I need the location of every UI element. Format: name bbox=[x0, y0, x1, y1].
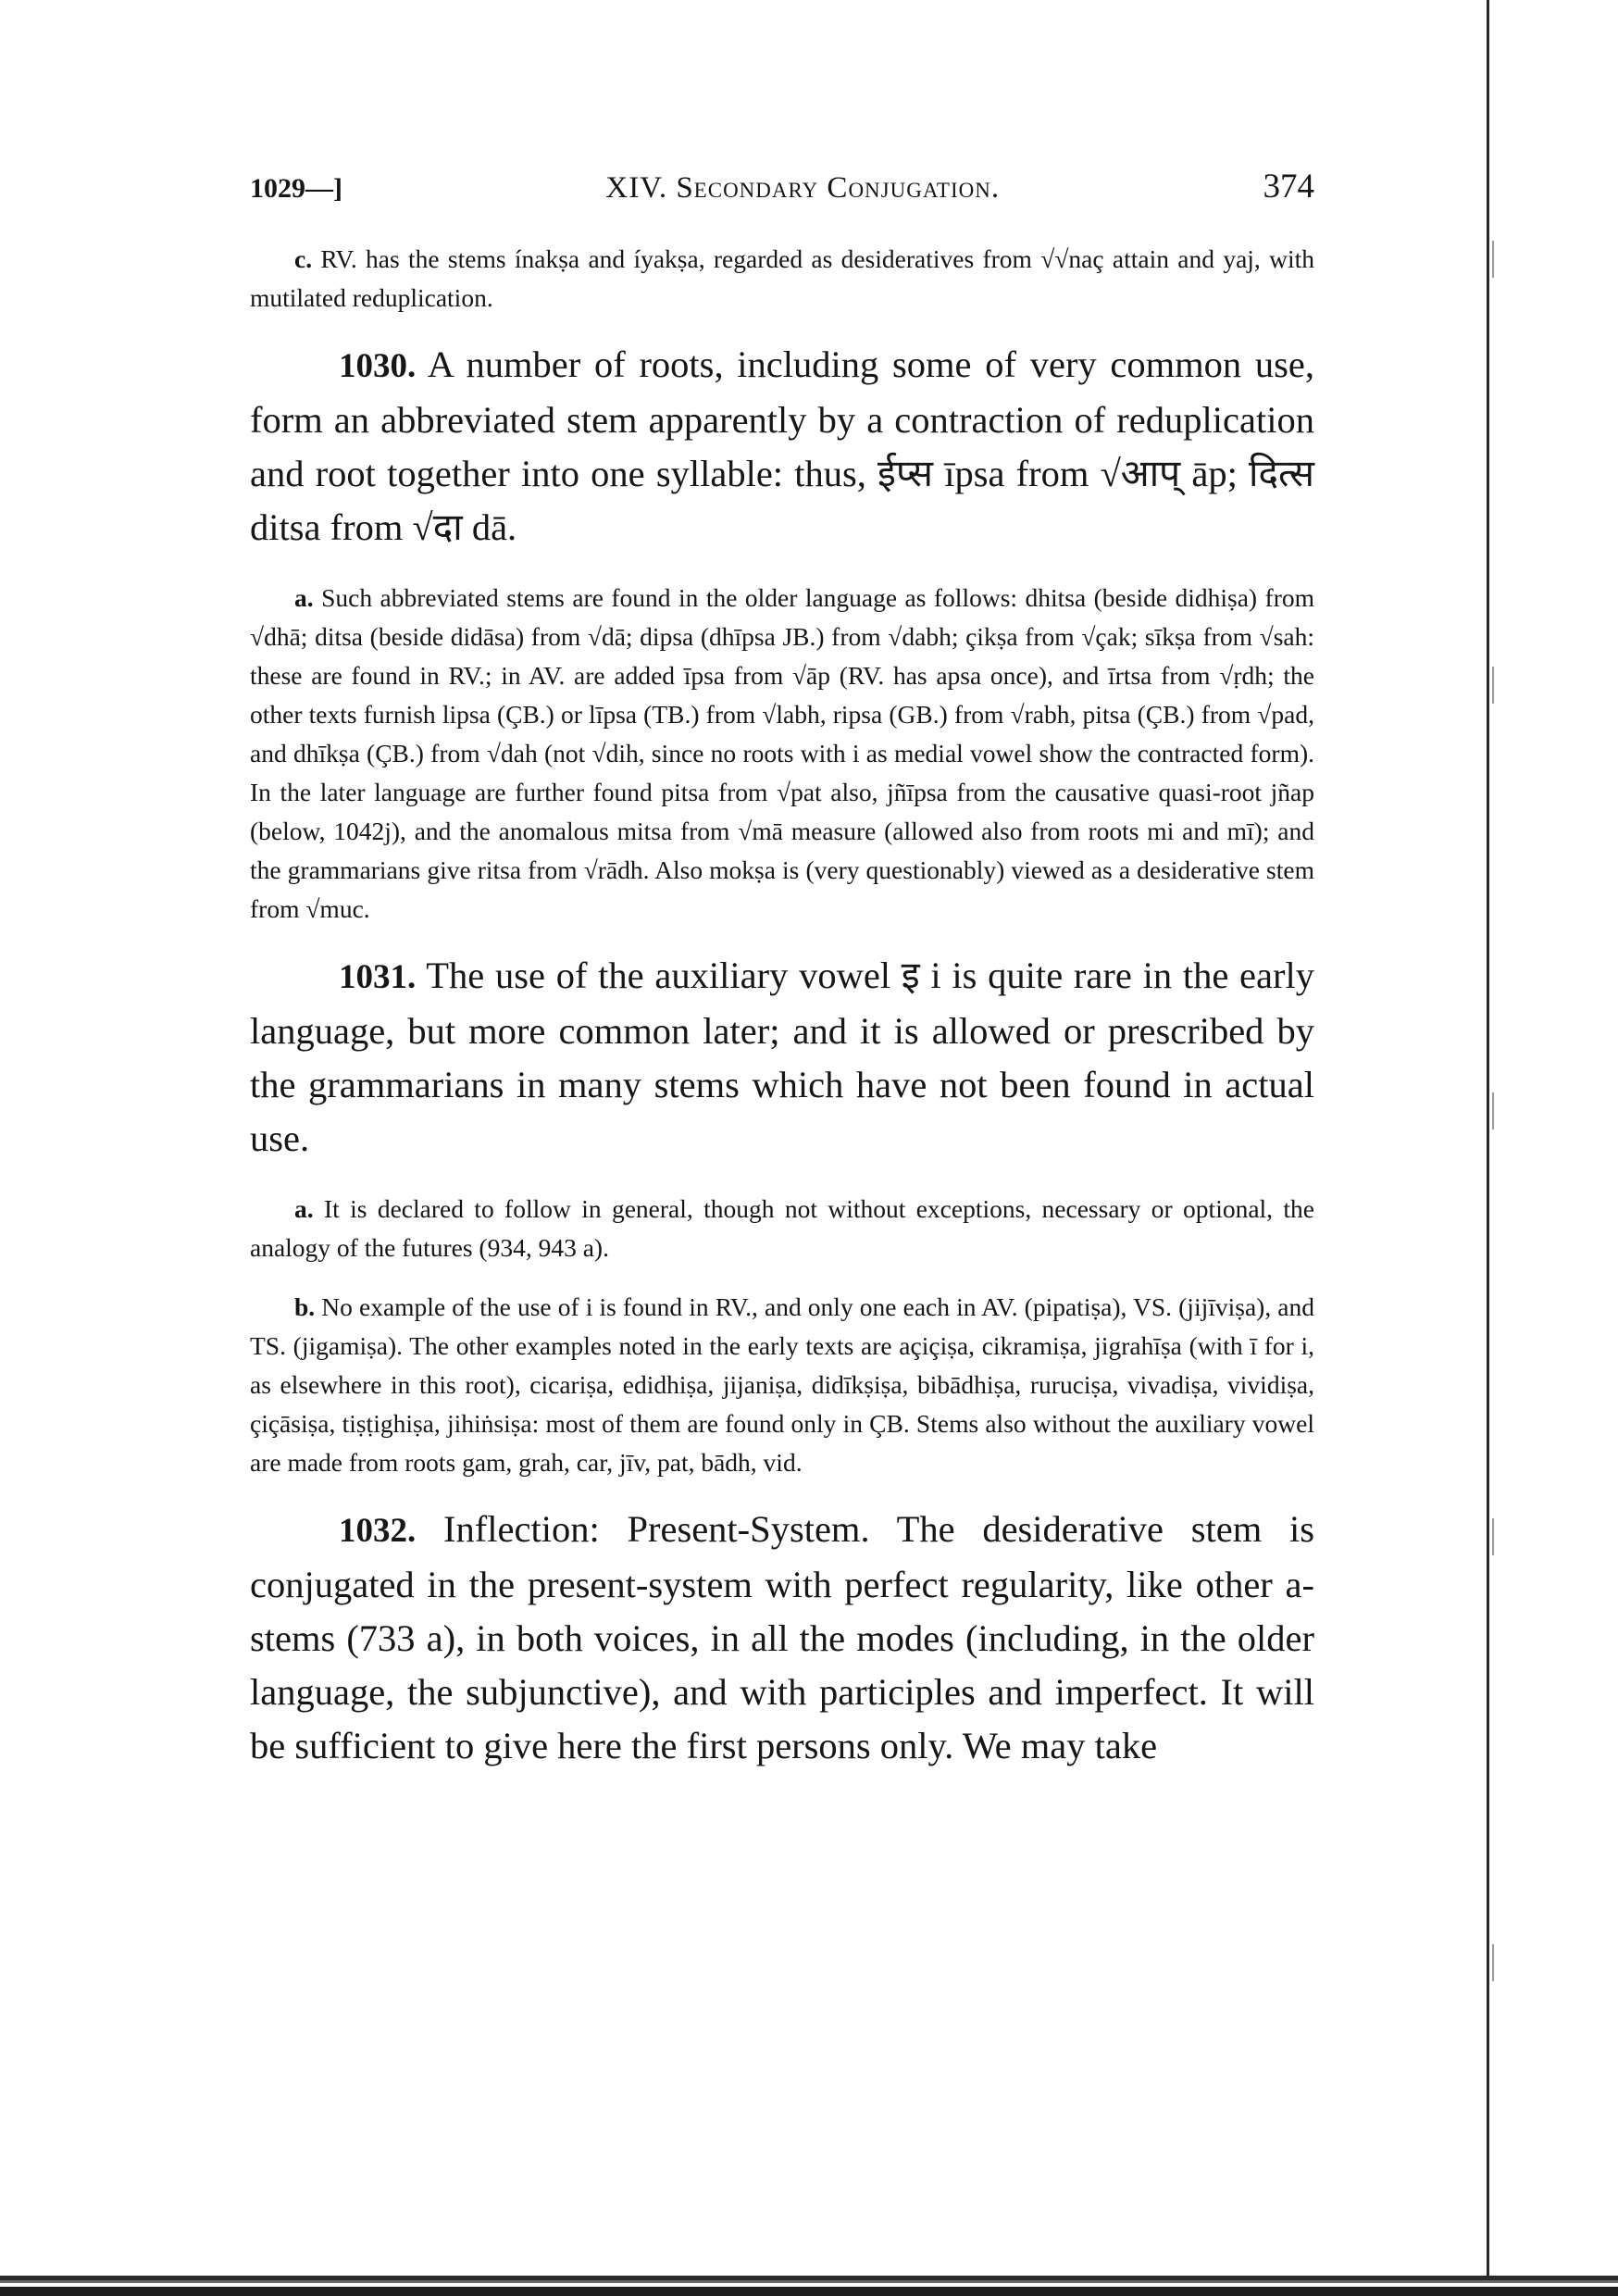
paragraph-1031a bbox=[250, 1190, 1314, 1267]
paragraph-1031 bbox=[250, 949, 1314, 1166]
paragraph-number: b. bbox=[294, 1292, 316, 1321]
running-head: XIV. Secondary Conjugation. bbox=[605, 171, 1001, 205]
paragraph-number: 1032. bbox=[339, 1512, 417, 1550]
paragraph-number: a. bbox=[294, 583, 314, 612]
paragraph-text: It is declared to follow in general, though not without exceptions, necessary or optional, the analogy of the futures (934, 943 a). bbox=[250, 1194, 1315, 1262]
paragraph-number: 1030. bbox=[339, 347, 417, 385]
page-edge-marks bbox=[1492, 0, 1494, 2277]
paragraph-text: A number of roots, including some of very common use, form an abbreviated stem apparently by a contraction of reduplication and root together into one syllable: thus, ईप्स īpsa from √आप् āp; दित्स ditsa from √दा dā. bbox=[250, 343, 1315, 548]
paragraph-1030a bbox=[250, 579, 1314, 929]
page-edge-line bbox=[1487, 0, 1489, 2277]
paragraph-number: 1031. bbox=[339, 958, 417, 996]
paragraph-1029c bbox=[250, 240, 1314, 318]
section-reference: 1029—] bbox=[250, 173, 342, 204]
page-bottom-edge bbox=[0, 2276, 1618, 2296]
paragraph-text: RV. has the stems ínakṣa and íyakṣa, regarded as desideratives from √√naç attain and yaj, with mutilated reduplication. bbox=[250, 244, 1314, 312]
paragraph-text: Inflection: Present-System. The desiderative stem is conjugated in the present-system with perfect regularity, like other a-stems (733 a), in both voices, in all the modes (including, in the older language, the subjunctive), and with participles and imperfect. It will be sufficient to give here the first persons only. We may take bbox=[250, 1508, 1315, 1766]
paragraph-1030 bbox=[250, 338, 1314, 555]
page-body bbox=[250, 167, 1314, 1797]
paragraph-number: c. bbox=[294, 244, 313, 273]
paragraph-text: No example of the use of i is found in RV., and only one each in AV. (pipatiṣa), VS. (jijīviṣa), and TS. (jigamiṣa). The other examples noted in the early texts are açiçiṣa, cikramiṣa, jigrahīṣa (with ī for i, as elsewhere in this root), cicariṣa, edidhiṣa, jijaniṣa, didīkṣiṣa, bibādhiṣa, ruruciṣa, vivadiṣa, vividiṣa, çiçāsiṣa, tiṣṭighiṣa, jihiṅsiṣa: most of them are found only in ÇB. Stems also without the auxiliary vowel are made from roots gam, grah, car, jīv, pat, bādh, vid. bbox=[250, 1292, 1315, 1477]
paragraph-number: a. bbox=[294, 1194, 314, 1223]
paragraph-text: Such abbreviated stems are found in the older language as follows: dhitsa (beside didhiṣa) from √dhā; ditsa (beside didāsa) from √dā; dipsa (dhīpsa JB.) from √dabh; çikṣa from √çak; sīkṣa from √sah: these are found in RV.; in AV. are added īpsa from √āp (RV. has apsa once), and īrtsa from √ṛdh; the other texts furnish lipsa (ÇB.) or līpsa (TB.) from √labh, ripsa (GB.) from √rabh, pitsa (ÇB.) from √pad, and dhīkṣa (ÇB.) from √dah (not √dih, since no roots with i as medial vowel show the contracted form). In the later language are further found pitsa from √pat also, jñīpsa from the causative quasi-root jñap (below, 1042j), and the anomalous mitsa from √mā measure (allowed also from roots mi and mī); and the grammarians give ritsa from √rādh. Also mokṣa is (very questionably) viewed as a desiderative stem from √muc. bbox=[250, 583, 1314, 923]
page-number: 374 bbox=[1263, 168, 1314, 206]
paragraph-1032 bbox=[250, 1503, 1314, 1773]
paragraph-1031b bbox=[250, 1288, 1314, 1482]
paragraph-text: The use of the auxiliary vowel इ i is quite rare in the early language, but more common later; and it is allowed or prescribed by the grammarians in many stems which have not been found in actual use. bbox=[250, 955, 1314, 1159]
page-header bbox=[250, 167, 1314, 206]
